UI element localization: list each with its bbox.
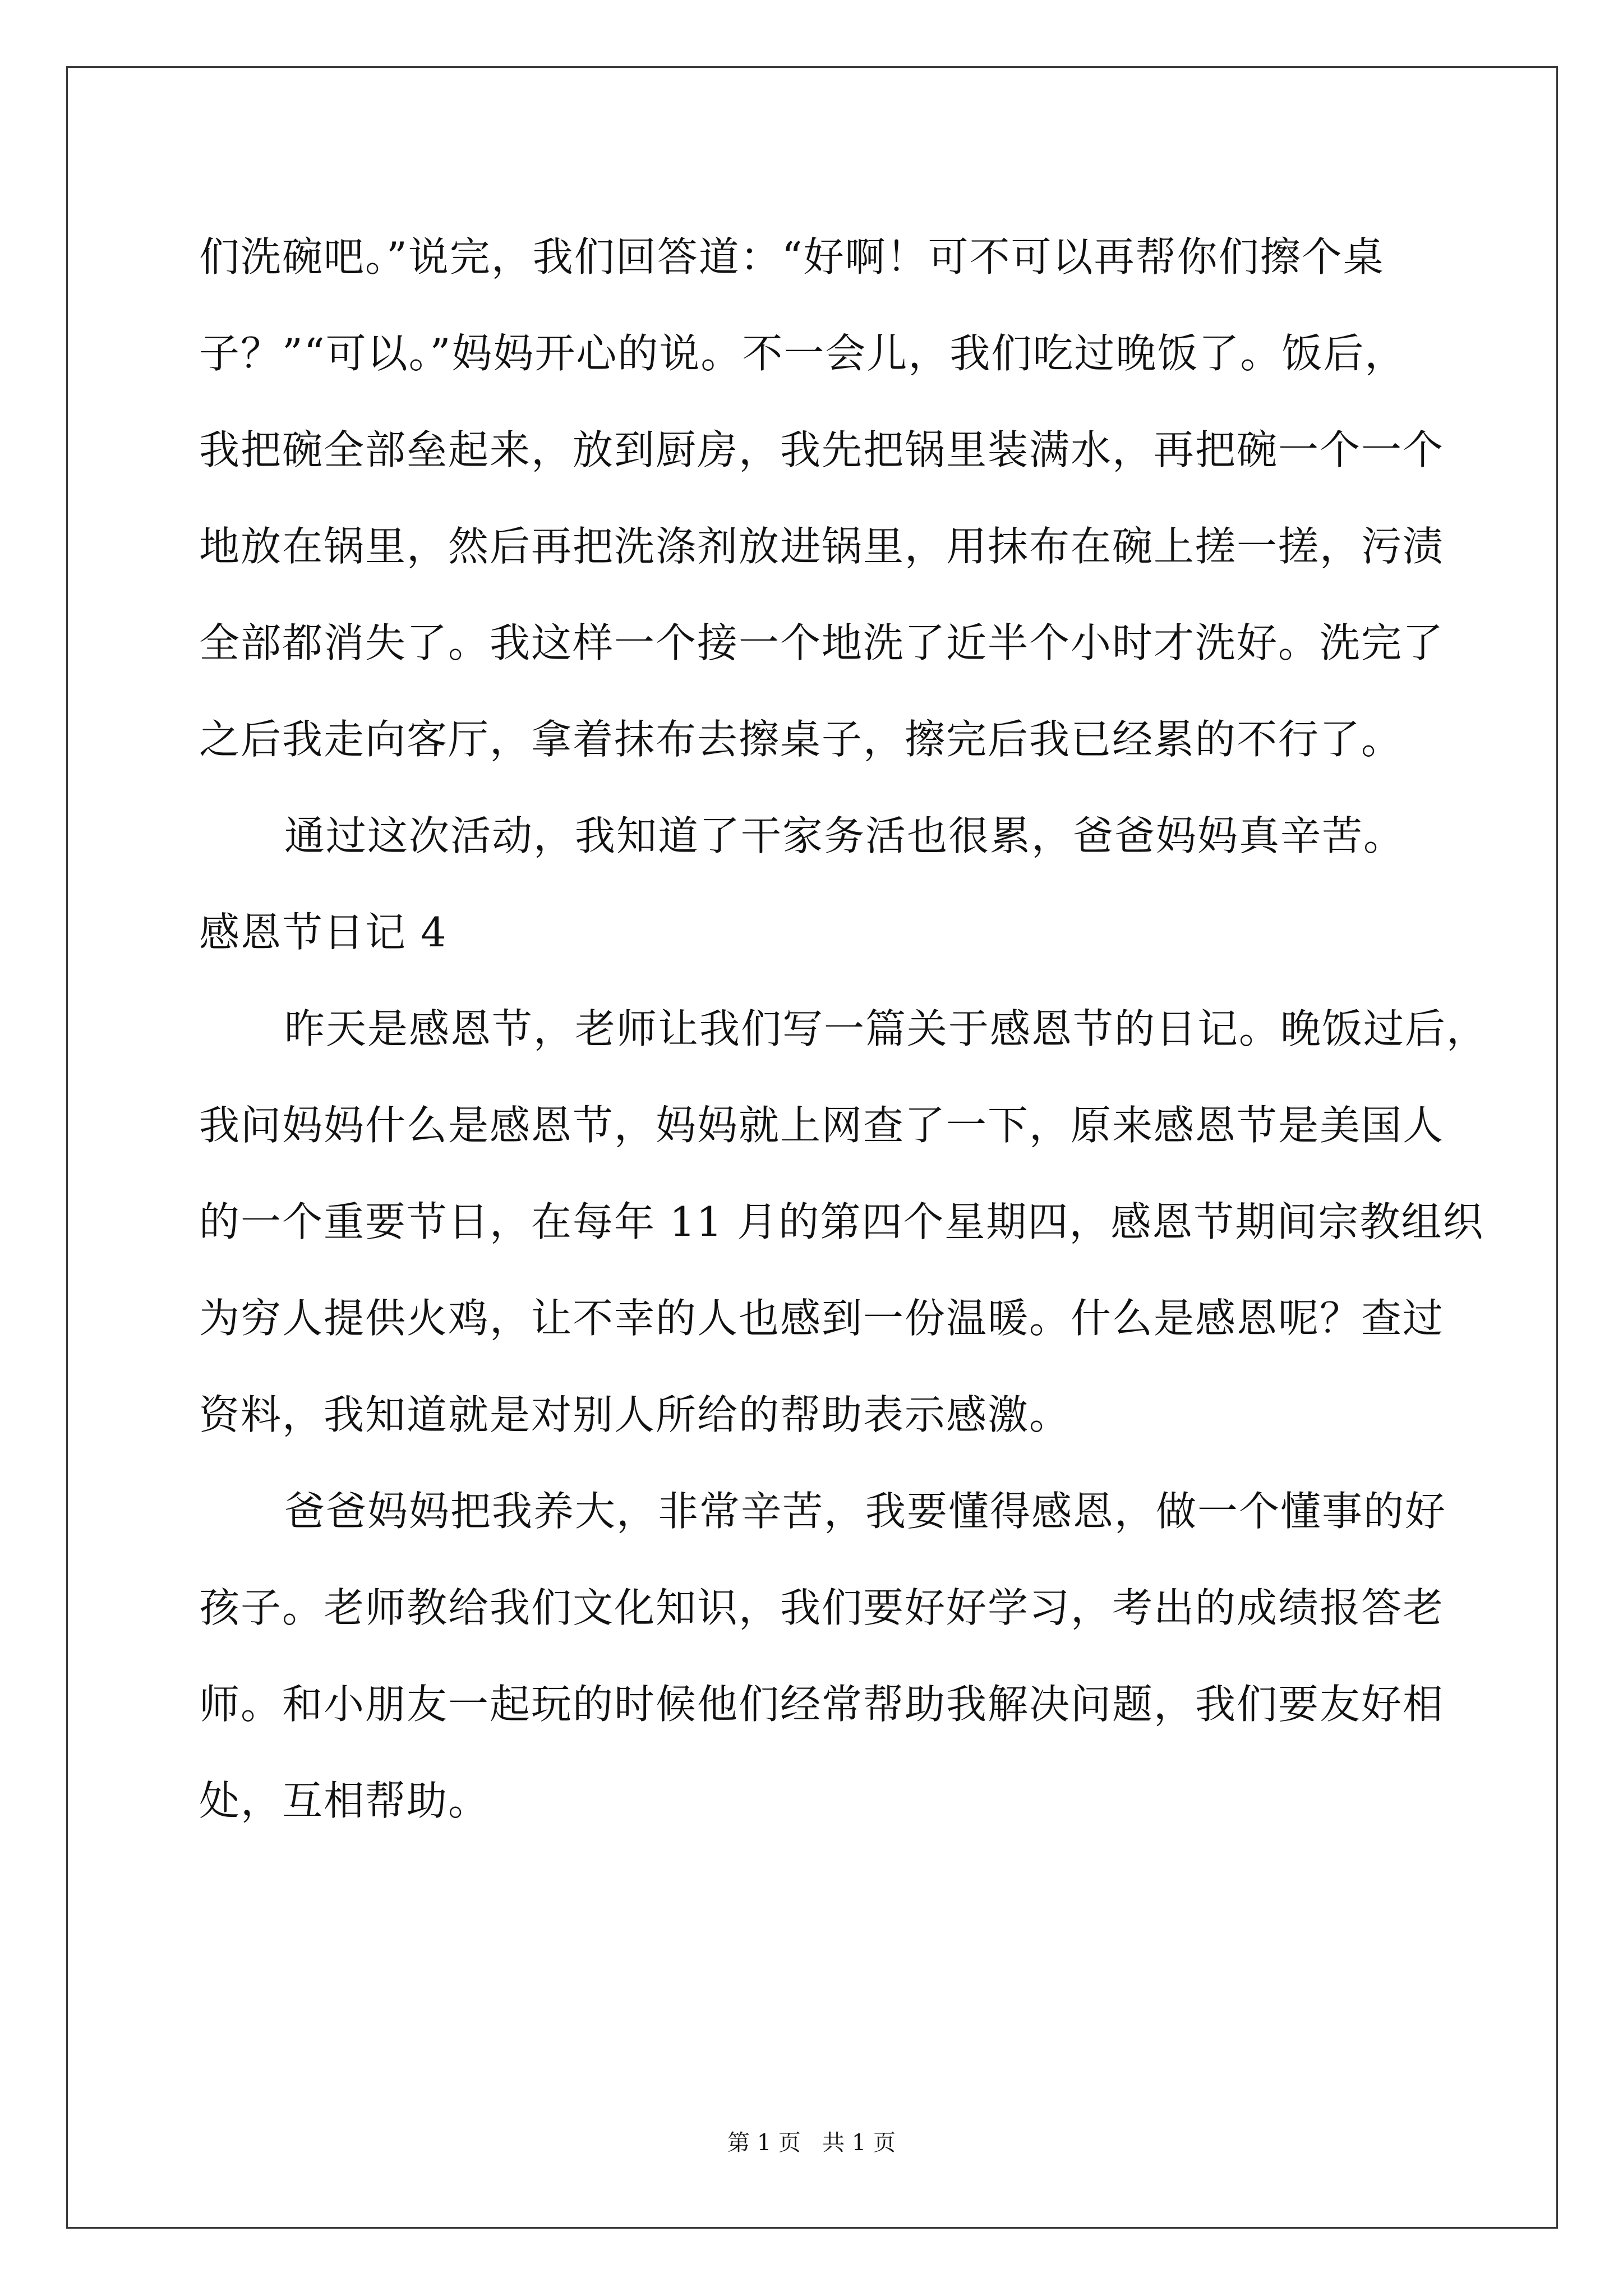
paragraph-line: 处，互相帮助。 (199, 1777, 490, 1824)
paragraph-line: 之后我走向客厅，拿着抹布去擦桌子，擦完后我已经累的不行了。 (199, 716, 1403, 763)
paragraph-line: 子？”“可以。”妈妈开心的说。不一会儿，我们吃过晚饭了。饭后， (199, 330, 1407, 377)
paragraph-line: 们洗碗吧。”说完，我们回答道：“好啊！可不可以再帮你们擦个桌 (199, 233, 1385, 280)
paragraph-line: 孩子。老师教给我们文化知识，我们要好好学习，考出的成绩报答老 (199, 1584, 1445, 1631)
section-heading: 感恩节日记 4 (199, 909, 448, 956)
document-body (199, 209, 1488, 1849)
paragraph-line: 通过这次活动，我知道了干家务活也很累，爸爸妈妈真辛苦。 (284, 812, 1405, 859)
paragraph-line: 地放在锅里，然后再把洗涤剂放进锅里，用抹布在碗上搓一搓，污渍 (199, 523, 1445, 570)
paragraph-line: 为穷人提供火鸡，让不幸的人也感到一份温暖。什么是感恩呢？查过 (199, 1295, 1445, 1342)
paragraph-line: 昨天是感恩节，老师让我们写一篇关于感恩节的日记。晚饭过后， (284, 1005, 1488, 1052)
paragraph-line: 全部都消失了。我这样一个接一个地洗了近半个小时才洗好。洗完了 (199, 619, 1445, 666)
paragraph-line: 师。和小朋友一起玩的时候他们经常帮助我解决问题，我们要友好相 (199, 1681, 1445, 1728)
paragraph-line: 资料，我知道就是对别人所给的帮助表示感激。 (199, 1391, 1071, 1438)
page-number-footer: 第 1 页 共 1 页 (727, 2130, 896, 2156)
paragraph-line: 爸爸妈妈把我养大，非常辛苦，我要懂得感恩，做一个懂事的好 (284, 1488, 1447, 1535)
paragraph-line: 的一个重要节日，在每年 11 月的第四个星期四，感恩节期间宗教组织 (199, 1198, 1484, 1245)
paragraph-line: 我问妈妈什么是感恩节，妈妈就上网查了一下，原来感恩节是美国人 (199, 1102, 1445, 1149)
paragraph-line: 我把碗全部垒起来，放到厨房，我先把锅里装满水，再把碗一个一个 (199, 426, 1445, 473)
